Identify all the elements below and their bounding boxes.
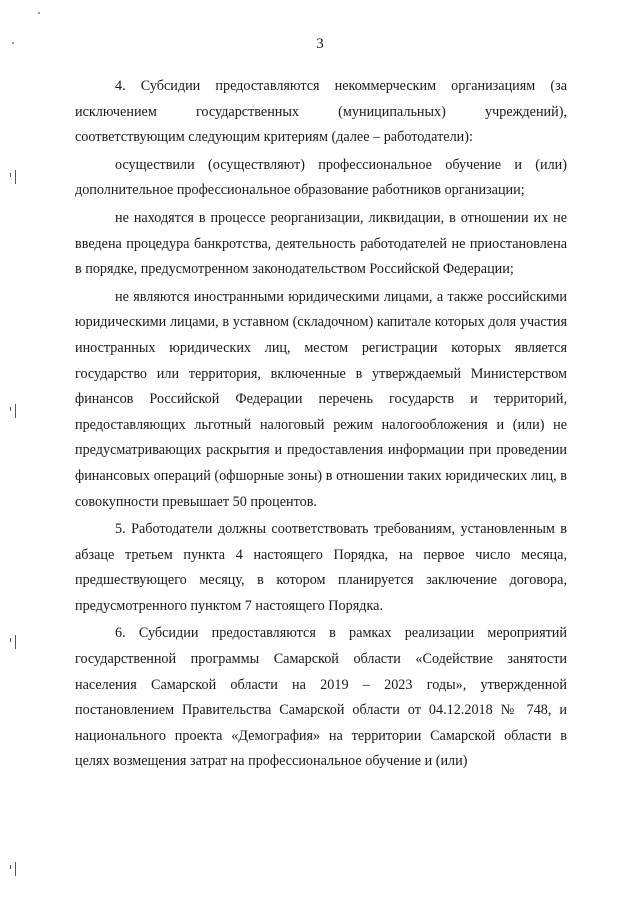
- document-body: [75, 74, 567, 775]
- scan-dot: [12, 42, 14, 44]
- paragraph-item-5: 5. Работодатели должны соответствовать требованиям, установленным в абзаце третьем пункта 4 настоящего Порядка, на первое число месяца, предшествующего месяцу, в котором планируется заключение договора, предусмотренного пунктом 7 настоящего Порядка.: [75, 521, 567, 614]
- scan-dot: [38, 12, 40, 14]
- paragraph-item-6: 6. Субсидии предоставляются в рамках реализации мероприятий государственной программы Самарской области «Содействие занятости населения Самарской области на 2019 – 2023 годы», утвержденной постановлением Правительства Самарской области от 04.12.2018 № 748, и национального проекта «Демография» на территории Самарской области в целях возмещения затрат на профессиональное обучение и (или): [75, 625, 567, 770]
- paragraph-item-4: 4. Субсидии предоставляются некоммерческим организациям (за исключением государственных (муниципальных) учреждений), соответствующим следующим критериям (далее – работодатели):: [75, 78, 567, 146]
- scan-mark: [8, 635, 22, 651]
- scan-mark: [8, 404, 22, 420]
- scan-mark: [8, 170, 22, 186]
- page-number: 3: [316, 36, 324, 52]
- scan-mark: [8, 862, 22, 878]
- paragraph-criterion-training: осуществили (осуществляют) профессиональное обучение и (или) дополнительное профессиональное образование работников организации;: [75, 156, 567, 199]
- paragraph-criterion-reorganization: не находятся в процессе реорганизации, ликвидации, в отношении их не введена процедура банкротства, деятельность работодателей не приостановлена в порядке, предусмотренном законодательством Российской Федерации;: [75, 209, 567, 278]
- paragraph-criterion-foreign-entities: не являются иностранными юридическими лицами, а также российскими юридическими лицами, в уставном (складочном) капитале которых доля участия иностранных юридических лиц, местом регистрации которых является государство или территория, включенные в утверждаемый Министерством финансов Российской Федерации перечень государств и территорий, предоставляющих льготный налоговый режим налогообложения и (или) не предусматривающих раскрытия и предоставления информации при проведении финансовых операций (офшорные зоны) в отношении таких юридических лиц, в совокупности превышает 50 процентов.: [75, 288, 567, 510]
